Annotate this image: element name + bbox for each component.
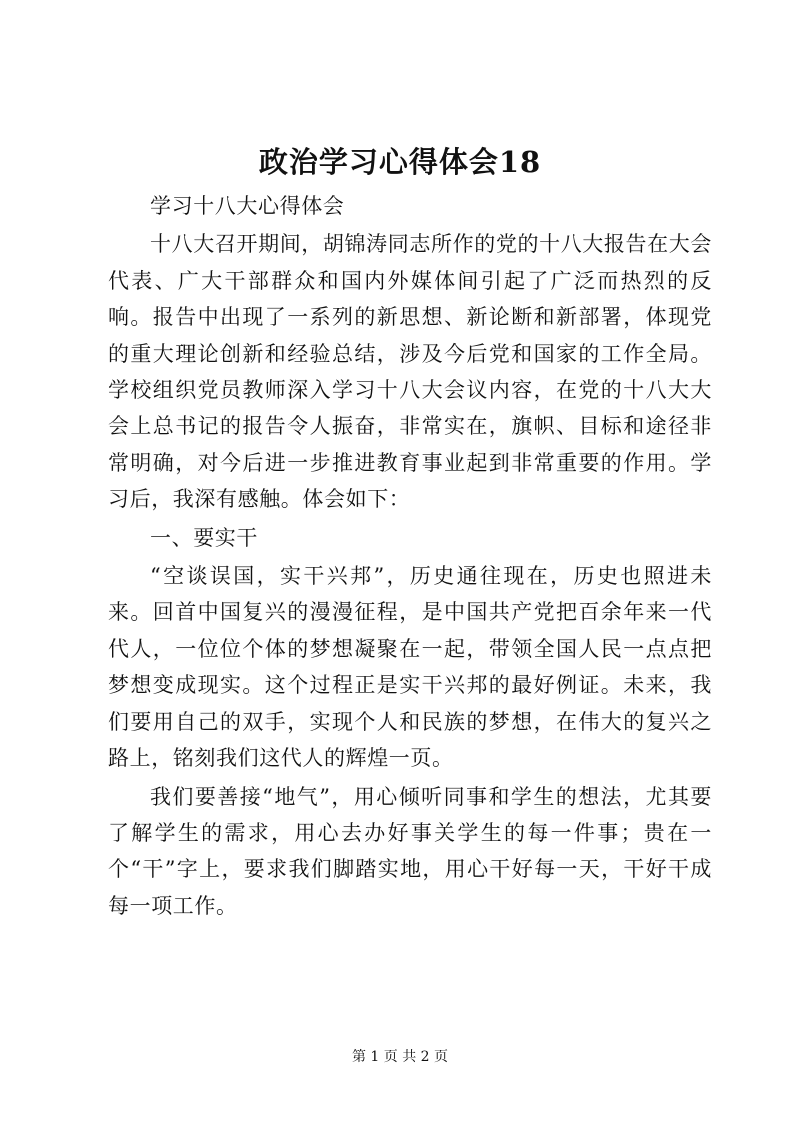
document-body — [108, 188, 712, 926]
paragraph-subtitle: 学习十八大心得体会 — [150, 194, 345, 218]
paragraph-intro: 十八大召开期间，胡锦涛同志所作的党的十八大报告在大会代表、广大干部群众和国内外媒体间引起了广泛而热烈的反响。报告中出现了一系列的新思想、新论断和新部署，体现党的重大理论创新和经验总结，涉及今后党和国家的工作全局。学校组织党员教师深入学习十八大会议内容，在党的十八大大会上总书记的报告令人振奋，非常实在，旗帜、目标和途径非常明确，对今后进一步推进教育事业起到非常重要的作用。学习后，我深有感触。体会如下： — [108, 232, 712, 512]
page-footer: 第 1 页 共 2 页 — [351, 1049, 449, 1065]
document-title: 政治学习心得体会18 — [258, 145, 542, 179]
paragraph-body: 我们要善接“地气”，用心倾听同事和学生的想法，尤其要了解学生的需求，用心去办好事关学生的每一件事；贵在一个“干”字上，要求我们脚踏实地，用心干好每一天，干好干成每一项工作。 — [108, 784, 712, 918]
paragraph-section-heading: 一、要实干 — [150, 525, 258, 550]
paragraph-body: “空谈误国，实干兴邦”，历史通往现在，历史也照进未来。回首中国复兴的漫漫征程，是中国共产党把百余年来一代代人，一位位个体的梦想凝聚在一起，带领全国人民一点点把梦想变成现实。这个过程正是实干兴邦的最好例证。未来，我们要用自己的双手，实现个人和民族的梦想，在伟大的复兴之路上，铭刻我们这代人的辉煌一页。 — [108, 564, 712, 771]
